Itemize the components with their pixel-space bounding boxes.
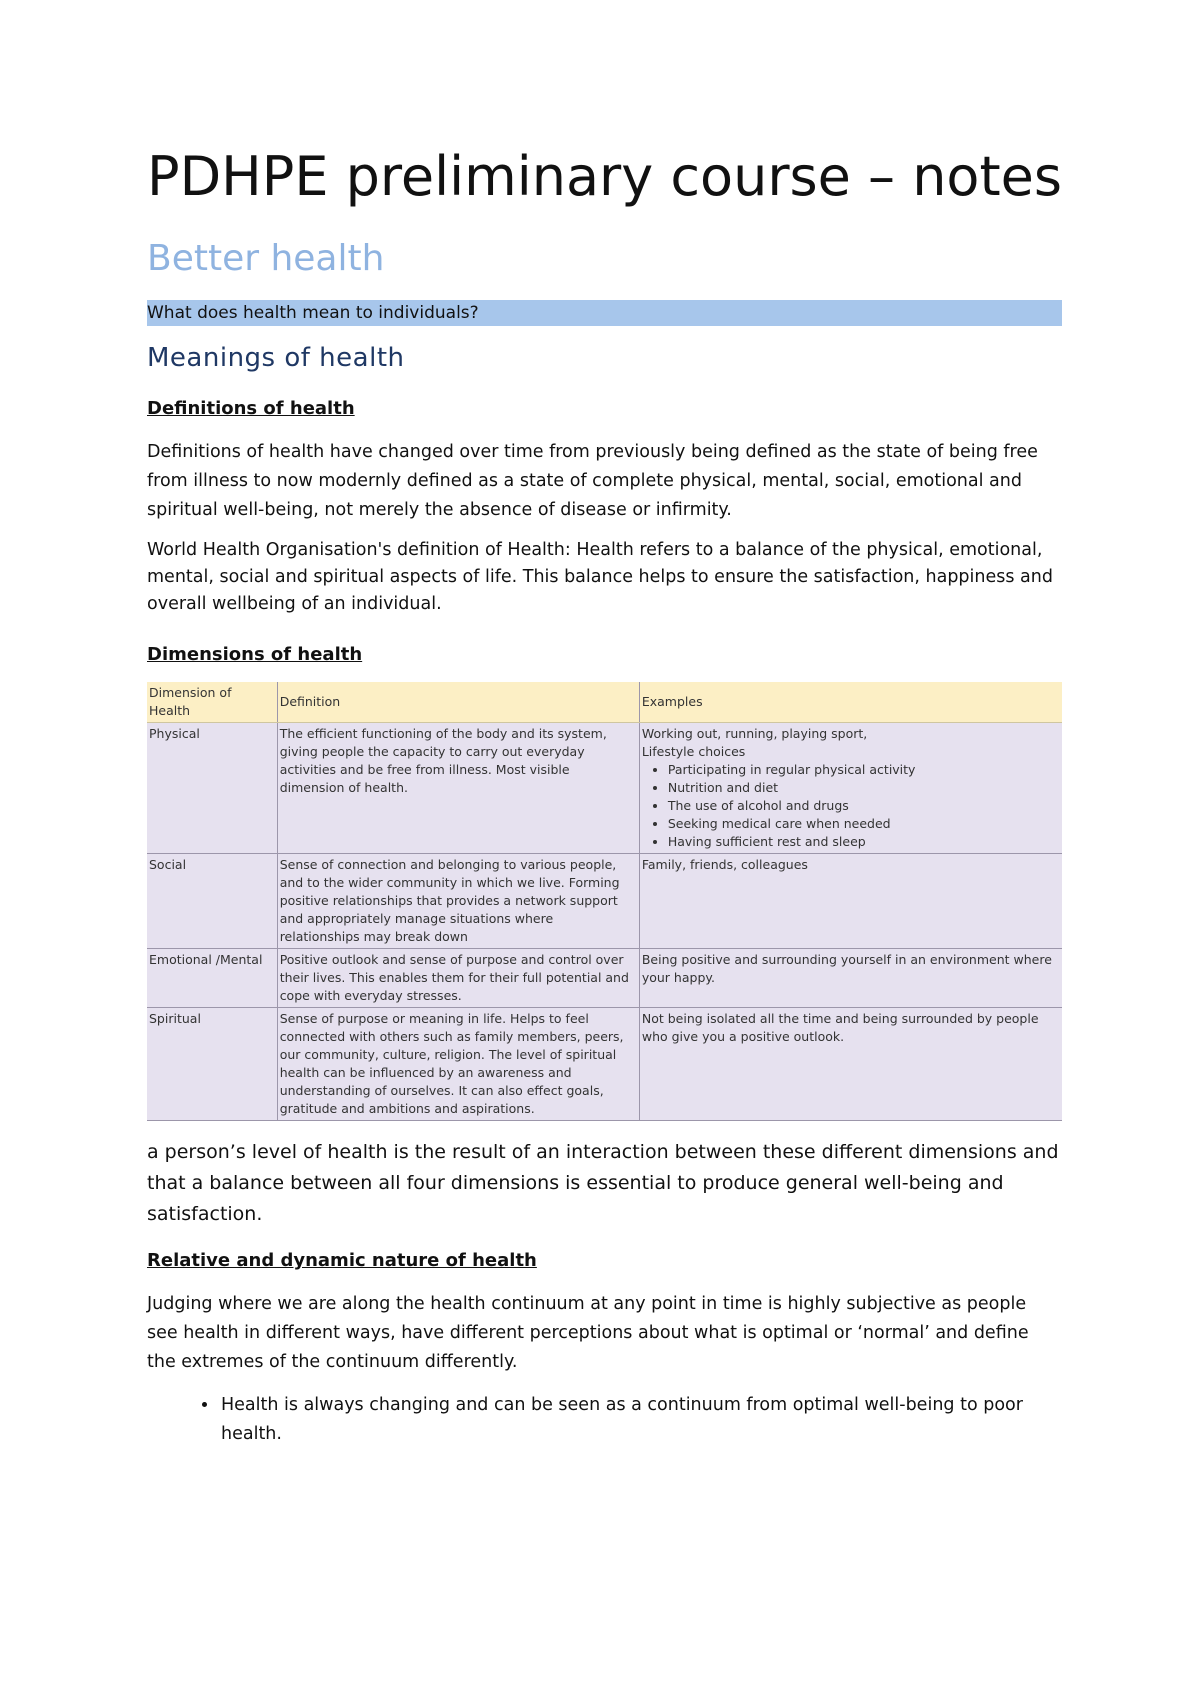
question-bar: What does health mean to individuals? [147,300,1062,326]
document-title: PDHPE preliminary course – notes [147,145,1062,208]
subheading: Meanings of health [147,343,405,373]
definitions-paragraph-1: Definitions of health have changed over time from previously being defined as the state of being free from illness to now modernly defined as a state of complete physical, mental, social, emotional and spiritual well-being, not merely the absence of disease or infirmity. [147,442,1038,520]
row-dimension: Social [147,854,277,949]
header-definition: Definition [277,682,639,723]
row-dimension: Emotional /Mental [147,949,277,1008]
document-content [147,140,1062,1449]
table-row [147,949,1062,1008]
row-definition: The efficient functioning of the body and its system, giving people the capacity to carry out everyday activities and be free from illness. Most visible dimension of health. [277,723,639,854]
definitions-paragraph-2: World Health Organisation's definition of Health: Health refers to a balance of the physical, emotional, mental, social and spiritual aspects of life. This balance helps to ensure the satisfaction, happiness and overall wellbeing of an individual. [147,540,1053,614]
example-line: Lifestyle choices [641,744,746,759]
row-dimension: Physical [147,723,277,854]
row-examples: Being positive and surrounding yourself in an environment where your happy. [639,949,1062,1008]
row-definition: Sense of connection and belonging to various people, and to the wider community in which we live. Forming positive relationships that provides a network support and appropriately manage situations where relationships may break down [277,854,639,949]
example-line: Working out, running, playing sport, [641,726,868,741]
dimensions-table [147,682,1062,1121]
relative-bullet-list [147,1391,1062,1449]
list-item: • Seeking medical care when needed [668,815,1060,833]
dimensions-heading: Dimensions of health [147,644,363,665]
row-examples [639,723,1062,854]
list-item: • The use of alcohol and drugs [668,797,1060,815]
relative-heading: Relative and dynamic nature of health [147,1250,537,1271]
header-examples: Examples [639,682,1062,723]
row-definition: Sense of purpose or meaning in life. Helps to feel connected with others such as family members, peers, our community, culture, religion. The level of spiritual health can be influenced by an awareness and understanding of ourselves. It can also effect goals, gratitude and ambitions and aspirations. [277,1008,639,1121]
list-item: • Health is always changing and can be seen as a continuum from optimal well-being to poor health. [219,1391,1062,1449]
row-examples: Family, friends, colleagues [639,854,1062,949]
relative-paragraph: Judging where we are along the health continuum at any point in time is highly subjective as people see health in different ways, have different perceptions about what is optimal or ‘normal’ and define the extremes of the continuum differently. [147,1294,1029,1372]
header-dimension: Dimension of Health [147,682,277,723]
row-examples: Not being isolated all the time and being surrounded by people who give you a positive outlook. [639,1008,1062,1121]
example-bullet-list [642,761,1060,851]
table-row [147,1008,1062,1121]
dimensions-summary: a person’s level of health is the result of an interaction between these different dimensions and that a balance between all four dimensions is essential to produce general well-being and satisfaction. [147,1141,1059,1225]
table-row [147,854,1062,949]
list-item: • Having sufficient rest and sleep [668,833,1060,851]
table-row [147,723,1062,854]
row-dimension: Spiritual [147,1008,277,1121]
row-definition: Positive outlook and sense of purpose and control over their lives. This enables them for their full potential and cope with everyday stresses. [277,949,639,1008]
section-heading: Better health [147,238,385,279]
definitions-heading: Definitions of health [147,398,355,419]
table-header-row [147,682,1062,723]
list-item: • Nutrition and diet [668,779,1060,797]
list-item: • Participating in regular physical activity [668,761,1060,779]
